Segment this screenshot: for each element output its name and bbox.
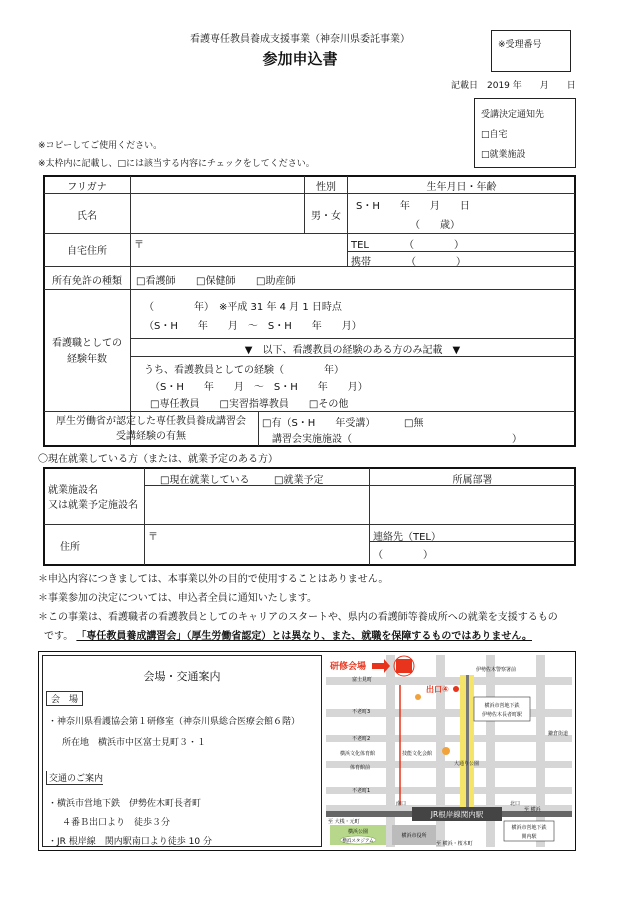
facility-name-input[interactable] bbox=[145, 486, 368, 523]
subway1-line2: 伊勢佐木長者町駅 bbox=[481, 712, 523, 718]
ministry-facility-field[interactable]: 講習会実施施設（ ） bbox=[272, 434, 522, 445]
planned-employment-checkbox[interactable]: □就業予定 bbox=[274, 475, 324, 486]
work-postal-mark: 〒 bbox=[148, 532, 158, 543]
park-label: 横浜公園 bbox=[347, 829, 369, 835]
furo2-label: 不老町2 bbox=[352, 736, 371, 742]
city-hall-label: 横浜市役所 bbox=[401, 833, 427, 839]
nursing-period-field[interactable]: （S・H 年 月 ～ S・H 年 月） bbox=[144, 321, 362, 332]
note-notification: ＊事業参加の決定については、申込者全員に通知いたします。 bbox=[38, 593, 317, 604]
kitaguchi-label: 北口 bbox=[510, 801, 521, 807]
facility-name-label bbox=[48, 483, 138, 513]
notice-home-checkbox[interactable]: □自宅 bbox=[481, 130, 508, 140]
home-address-label: 自宅住所 bbox=[67, 246, 107, 257]
receipt-number-label: ※受理番号 bbox=[498, 40, 542, 50]
license-label: 所有免許の種類 bbox=[52, 276, 122, 287]
ministry-course-label bbox=[44, 414, 258, 444]
experience-label bbox=[44, 336, 130, 368]
transit-subway-exit: ４番Ｂ出口より 徒歩３分 bbox=[62, 818, 171, 828]
subway2-line1: 横浜市営地下鉄 bbox=[511, 825, 547, 831]
teacher-role-checkboxes[interactable]: □専任教員 □実習指導教員 □その他 bbox=[150, 399, 349, 410]
transit-jr: ・JR 根岸線 関内駅南口より徒歩 10 分 bbox=[48, 837, 212, 847]
subway1-line1: 横浜市営地下鉄 bbox=[484, 703, 520, 709]
fujimicho-label: 富士見町 bbox=[352, 677, 373, 683]
gym-front-label: 体育館前 bbox=[350, 765, 371, 771]
gender-value[interactable]: 男・女 bbox=[311, 211, 341, 222]
venue-map-label: 研修会場 bbox=[330, 662, 367, 672]
to-yokohama-label: 至 横浜 bbox=[524, 807, 541, 813]
license-midwife-checkbox[interactable]: □助産師 bbox=[256, 276, 296, 287]
furo3-label: 不老町3 bbox=[352, 709, 371, 715]
subway2-line2: 関内駅 bbox=[521, 834, 537, 840]
instruction-copy: ※コピーしてご使用ください。 bbox=[38, 141, 163, 151]
to-sakuragi-label: 至 横浜・桜木町 bbox=[436, 841, 473, 847]
transit-subway: ・横浜市営地下鉄 伊勢佐木町長者町 bbox=[48, 799, 202, 809]
notice-workplace-checkbox[interactable]: □就業施設 bbox=[481, 150, 526, 160]
teacher-period-field[interactable]: （S・H 年 月 ～ S・H 年 月） bbox=[150, 382, 368, 393]
license-phn-checkbox[interactable]: □保健師 bbox=[196, 276, 236, 287]
stadium-label: 横浜スタジアム bbox=[342, 839, 374, 844]
license-nurse-checkbox[interactable]: □看護師 bbox=[136, 276, 176, 287]
ministry-course-label-line2: 受講経験の有無 bbox=[116, 431, 186, 442]
form-subtitle: 看護専任教員養成支援事業（神奈川県委託事業） bbox=[190, 34, 410, 45]
home-tel-field[interactable]: TEL （ ） bbox=[351, 240, 464, 251]
note-disclaimer-prefix: です。 bbox=[44, 631, 74, 642]
notice-destination-title: 受講決定通知先 bbox=[481, 110, 545, 120]
name-label: 氏名 bbox=[77, 211, 97, 222]
venue-marker-icon bbox=[396, 659, 412, 673]
isezaki-police-label: 伊勢佐木警察署前 bbox=[476, 667, 517, 673]
kamakura-road-label: 鎌倉街道 bbox=[548, 731, 569, 737]
access-map bbox=[326, 655, 572, 847]
teacher-section-banner: ▼ 以下、看護教員の経験のある方のみ記載 ▼ bbox=[244, 345, 461, 356]
ministry-course-label-line1: 厚生労働省が認定した専任教員養成講習会 bbox=[56, 416, 246, 427]
oodori-park-label: 大通り公園 bbox=[454, 761, 480, 767]
note-privacy: ＊申込内容につきましては、本事業以外の目的で使用することはありません。 bbox=[38, 574, 389, 585]
furigana-label: フリガナ bbox=[67, 182, 107, 193]
bunka-gym-label: 横浜文化体育館 bbox=[340, 751, 376, 757]
venue-heading: 会 場 bbox=[46, 691, 83, 706]
home-postal-mark: 〒 bbox=[134, 240, 144, 251]
facility-name-label-line1: 就業施設名 bbox=[48, 485, 98, 496]
department-label: 所属部署 bbox=[452, 475, 493, 486]
furo1-label: 不老町1 bbox=[352, 788, 371, 794]
experience-label-line2: 経験年数 bbox=[67, 354, 107, 365]
teacher-years-field[interactable]: うち、看護教員としての経験（ 年） bbox=[144, 365, 344, 376]
work-address-label: 住所 bbox=[60, 542, 80, 553]
ministry-yes-checkbox[interactable]: □有（S・H 年受講） bbox=[262, 418, 376, 429]
furigana-input[interactable] bbox=[131, 176, 303, 193]
note-disclaimer bbox=[44, 627, 532, 642]
currently-employed-checkbox[interactable]: □現在就業している bbox=[160, 475, 250, 486]
birthdate-value[interactable]: S・H 年 月 日 bbox=[356, 201, 470, 212]
facility-name-label-line2: 又は就業予定施設名 bbox=[48, 500, 138, 511]
notice-destination-box bbox=[474, 98, 576, 168]
home-mobile-field[interactable]: 携帯 （ ） bbox=[351, 257, 466, 268]
venue-name: ・神奈川県看護協会第１研修室（神奈川県総合医療会館６階） bbox=[48, 717, 301, 727]
transit-heading: 交通のご案内 bbox=[46, 771, 103, 785]
receipt-number-box bbox=[491, 30, 571, 72]
access-title: 会場・交通案内 bbox=[143, 670, 221, 683]
form-title: 参加申込書 bbox=[262, 50, 338, 68]
experience-label-line1: 看護職としての bbox=[52, 338, 122, 349]
department-input[interactable] bbox=[370, 486, 575, 523]
note-purpose: ＊この事業は、看護職者の看護教員としてのキャリアのスタートや、県内の看護師等養成所への就業を支援するもの bbox=[38, 612, 558, 623]
gino-hall-label: 技能文化会館 bbox=[402, 751, 433, 757]
gino-hall-dot bbox=[442, 747, 450, 755]
minamiguchi-label: 南口 bbox=[396, 801, 407, 807]
kannai-station-label: JR根岸線関内駅 bbox=[430, 810, 484, 819]
instruction-fill: ※太枠内に記載し、□には該当する内容にチェックをしてください。 bbox=[38, 159, 315, 169]
gender-label: 性別 bbox=[316, 182, 336, 193]
date-line: 記載日 2019 年 月 日 bbox=[451, 81, 576, 91]
to-motomachi-label: 至 大桟・元町 bbox=[328, 819, 360, 825]
ministry-no-checkbox[interactable]: □無 bbox=[404, 418, 424, 429]
age-value[interactable]: （ 歳） bbox=[410, 220, 460, 231]
nursing-years-field[interactable]: （ 年） ※平成 31 年 4 月 1 日時点 bbox=[144, 302, 342, 313]
exit-label: 出口④ bbox=[426, 685, 449, 694]
note-disclaimer-bold: 「専任教員養成講習会」（厚生労働省認定）とは異なり、また、就職を保障するものではありません。 bbox=[76, 631, 532, 642]
name-input[interactable] bbox=[131, 194, 303, 233]
work-section-heading: 〇現在就業している方（または、就業予定のある方） bbox=[38, 454, 278, 465]
work-contact-field[interactable]: （ ） bbox=[373, 550, 433, 561]
venue-address: 所在地 横浜市中区富士見町３・１ bbox=[62, 738, 207, 748]
birthdate-label: 生年月日・年齢 bbox=[426, 182, 497, 193]
work-contact-label: 連絡先（TEL） bbox=[373, 532, 441, 543]
